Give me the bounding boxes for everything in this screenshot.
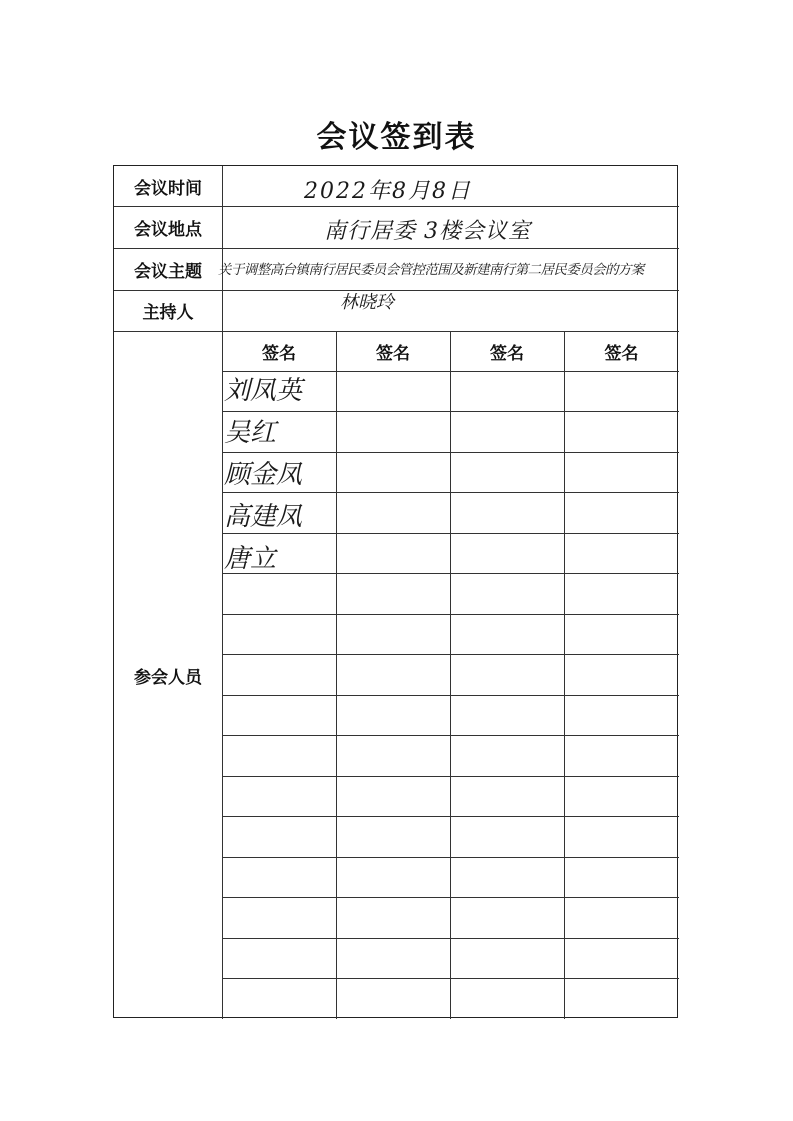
row-divider	[222, 695, 679, 696]
row-divider	[222, 452, 679, 453]
place-label: 会议地点	[134, 219, 202, 240]
attendee-signature: 吴红	[224, 418, 277, 448]
column-divider	[564, 331, 565, 1019]
topic-value: 关于调整高台镇南行居民委员会管控范围及新建南行第二居民委员会的方案	[218, 262, 644, 278]
attendee-signature: 顾金凤	[224, 460, 303, 490]
row-divider	[222, 533, 679, 534]
time-label: 会议时间	[134, 178, 202, 199]
row-divider	[222, 492, 679, 493]
signature-column-header: 签名	[490, 343, 524, 364]
row-divider	[222, 897, 679, 898]
signature-column-header: 签名	[262, 343, 296, 364]
attendee-signature: 高建凤	[224, 502, 303, 532]
column-divider	[450, 331, 451, 1019]
sign-in-table	[113, 165, 678, 1018]
topic-label: 会议主题	[134, 261, 202, 282]
host-label: 主持人	[142, 303, 194, 323]
label-column-divider	[222, 166, 223, 1019]
row-divider	[222, 978, 679, 979]
page-title: 会议签到表	[316, 120, 477, 155]
place-value: 南行居委 3楼会议室	[324, 219, 531, 244]
row-divider	[222, 816, 679, 817]
signature-column-header: 签名	[604, 343, 639, 364]
row-divider	[222, 614, 679, 615]
row-divider	[222, 857, 679, 858]
attendee-signature: 唐立	[224, 544, 277, 574]
attendee-signature: 刘凤英	[224, 376, 303, 406]
column-divider	[336, 331, 337, 1019]
signature-column-header: 签名	[376, 343, 410, 364]
attendees-label: 参会人员	[134, 667, 202, 688]
row-divider	[222, 654, 679, 655]
time-value: 2022年8月8日	[304, 179, 472, 204]
row-divider	[222, 938, 679, 939]
row-divider	[222, 776, 679, 777]
host-value: 林晓玲	[340, 292, 394, 313]
row-divider	[222, 735, 679, 736]
